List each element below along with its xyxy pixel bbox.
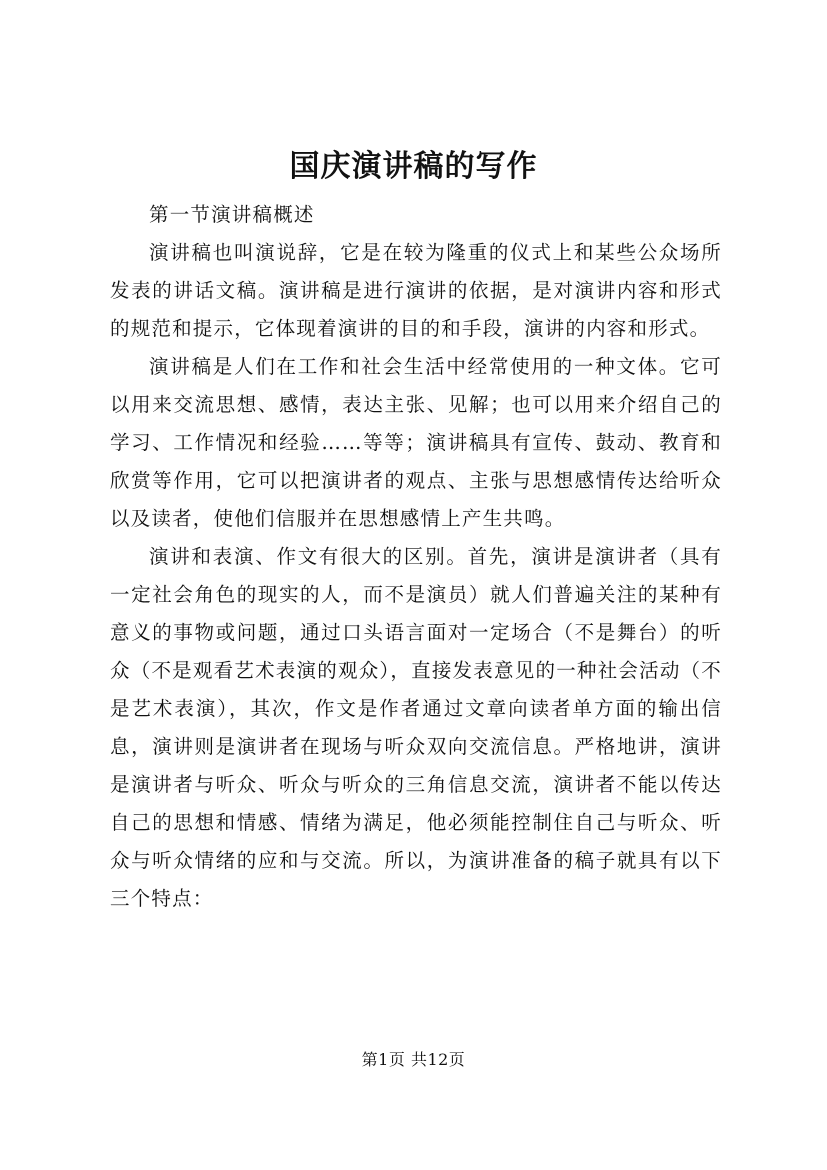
paragraph-3: 演讲和表演、作文有很大的区别。首先，演讲是演讲者（具有一定社会角色的现实的人，而不是演员）就人们普遍关注的某种有意义的事物或问题，通过口头语言面对一定场合（不是舞台）的听众（不是观看艺术表演的观众），直接发表意见的一种社会活动（不是艺术表演），其次，作文是作者通过文章向读者单方面的输出信息，演讲则是演讲者在现场与听众双向交流信息。严格地讲，演讲是演讲者与听众、听众与听众的三角信息交流，演讲者不能以传达自己的思想和情感、情绪为满足，他必须能控制住自己与听众、听众与听众情绪的应和与交流。所以，为演讲准备的稿子就具有以下三个特点：	[110, 545, 722, 910]
page-number-footer: 第1页 共12页	[361, 1050, 466, 1069]
section-heading: 第一节演讲稿概述	[149, 203, 315, 226]
paragraph-1: 演讲稿也叫演说辞，它是在较为隆重的仪式上和某些公众场所发表的讲话文稿。演讲稿是进行演讲的依据，是对演讲内容和形式的规范和提示，它体现着演讲的目的和手段，演讲的内容和形式。	[110, 241, 722, 340]
document-title: 国庆演讲稿的写作	[289, 149, 538, 184]
paragraph-2: 演讲稿是人们在工作和社会生活中经常使用的一种文体。它可以用来交流思想、感情，表达主张、见解；也可以用来介绍自己的学习、工作情况和经验……等等；演讲稿具有宣传、鼓动、教育和欣赏等作用，它可以把演讲者的观点、主张与思想感情传达给听众以及读者，使他们信服并在思想感情上产生共鸣。	[110, 355, 722, 530]
document-body	[110, 196, 722, 918]
